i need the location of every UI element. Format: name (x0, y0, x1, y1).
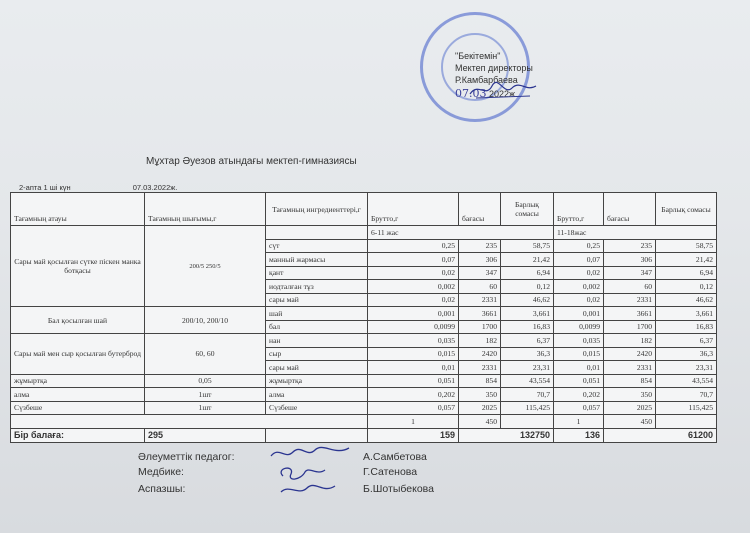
total-2: 23,31 (656, 361, 717, 375)
gross-2: 0,002 (554, 280, 604, 294)
price-1: 350 (459, 388, 501, 402)
price-2: 350 (604, 388, 656, 402)
total-2: 0,12 (656, 280, 717, 294)
total-1: 0,12 (501, 280, 554, 294)
gross-1: 0,25 (368, 239, 459, 253)
price-1: 1700 (459, 320, 501, 334)
handwritten-signatures (265, 446, 355, 502)
price-2: 2420 (604, 347, 656, 361)
ingredient: манный жармасы (266, 253, 368, 267)
header-dish: Тағамның атауы (11, 193, 145, 226)
total-2: 70,7 (656, 388, 717, 402)
price-2: 2025 (604, 401, 656, 415)
total-2: 16,83 (656, 320, 717, 334)
approval-date-handwritten: 07.03 (455, 87, 487, 100)
price-1: 2331 (459, 293, 501, 307)
approval-line-1: "Бекітемін" (455, 51, 501, 61)
table-row (11, 374, 717, 388)
extra-gross-2: 1 (554, 415, 604, 429)
day-line (19, 183, 177, 192)
table-row (11, 307, 717, 321)
age-row (11, 226, 717, 240)
header-price-2: бағасы (604, 193, 656, 226)
gross-2: 0,202 (554, 388, 604, 402)
total-2: 6,37 (656, 334, 717, 348)
table-row (11, 334, 717, 348)
total-1: 3,661 (501, 307, 554, 321)
extra-empty (11, 415, 368, 429)
gross-2: 0,001 (554, 307, 604, 321)
dish3-name: Сары май мен сыр қосылған бутерброд (11, 334, 145, 375)
price-2: 60 (604, 280, 656, 294)
total-2: 21,42 (656, 253, 717, 267)
gross-1: 0,202 (368, 388, 459, 402)
day-label: 2-апта 1 ші күн (19, 183, 71, 192)
gross-2: 0,02 (554, 293, 604, 307)
price-2: 1700 (604, 320, 656, 334)
total-label: Бір балаға: (11, 428, 145, 442)
price-1: 2420 (459, 347, 501, 361)
ingredient: Сүзбеше (266, 401, 368, 415)
gross-2: 0,057 (554, 401, 604, 415)
signature-role: Медбике: (138, 466, 184, 478)
price-1: 2025 (459, 401, 501, 415)
total-1: 36,3 (501, 347, 554, 361)
total-2: 43,554 (656, 374, 717, 388)
ingredient: бал (266, 320, 368, 334)
dish1-name: Сары май қосылған сүтке піскен манка ботқасы (11, 226, 145, 307)
gross-2: 0,01 (554, 361, 604, 375)
price-2: 347 (604, 266, 656, 280)
price-1: 2331 (459, 361, 501, 375)
gross-2: 0,015 (554, 347, 604, 361)
total-sum-2: 61200 (604, 428, 717, 442)
price-1: 3661 (459, 307, 501, 321)
gross-1: 0,02 (368, 293, 459, 307)
ingredient: қант (266, 266, 368, 280)
total-1: 46,62 (501, 293, 554, 307)
price-1: 60 (459, 280, 501, 294)
gross-1: 0,001 (368, 307, 459, 321)
total-yield: 295 (145, 428, 266, 442)
price-2: 2331 (604, 361, 656, 375)
gross-1: 0,002 (368, 280, 459, 294)
age-group-1: 6-11 жас (368, 226, 554, 240)
approval-line-3: Р.Камбарбаева (455, 75, 518, 85)
school-title: Мұхтар Әуезов атындағы мектеп-гимназиясы (146, 156, 357, 167)
dish1-yield: 200/5 250/5 (145, 226, 266, 307)
price-2: 182 (604, 334, 656, 348)
gross-2: 0,035 (554, 334, 604, 348)
price-2: 235 (604, 239, 656, 253)
price-2: 3661 (604, 307, 656, 321)
dish2-name: Бал қосылған шай (11, 307, 145, 334)
age-group-2: 11-18жас (554, 226, 717, 240)
dish-name: алма (11, 388, 145, 402)
ingredient: сары май (266, 361, 368, 375)
table-row (11, 388, 717, 402)
extra-price-1: 450 (459, 415, 501, 429)
total-gross-2: 136 (554, 428, 604, 442)
signature-name: Б.Шотыбекова (363, 483, 434, 495)
dish-yield: 1шт (145, 401, 266, 415)
dish-name: Сүзбеше (11, 401, 145, 415)
total-gross-1: 159 (368, 428, 459, 442)
gross-1: 0,0099 (368, 320, 459, 334)
price-1: 235 (459, 239, 501, 253)
dish2-yield: 200/10, 200/10 (145, 307, 266, 334)
header-row (11, 193, 717, 226)
price-2: 854 (604, 374, 656, 388)
ingredient: шай (266, 307, 368, 321)
total-2: 36,3 (656, 347, 717, 361)
dish-yield: 1шт (145, 388, 266, 402)
header-total-1: Барлық сомасы (501, 193, 554, 226)
table-row (11, 415, 717, 429)
total-1: 115,425 (501, 401, 554, 415)
signature-role: Аспазшы: (138, 483, 186, 495)
gross-1: 0,015 (368, 347, 459, 361)
total-1: 23,31 (501, 361, 554, 375)
header-total-2: Барлық сомасы (656, 193, 717, 226)
table-row (11, 401, 717, 415)
gross-2: 0,0099 (554, 320, 604, 334)
menu-table (10, 192, 717, 443)
gross-1: 0,035 (368, 334, 459, 348)
total-2: 58,75 (656, 239, 717, 253)
dish-yield: 0,05 (145, 374, 266, 388)
ingredient: сары май (266, 293, 368, 307)
gross-1: 0,07 (368, 253, 459, 267)
ingredient: жұмыртқа (266, 374, 368, 388)
director-signature (468, 78, 538, 102)
signature-name: Г.Сатенова (363, 466, 418, 478)
price-1: 347 (459, 266, 501, 280)
header-price-1: бағасы (459, 193, 501, 226)
total-1: 43,554 (501, 374, 554, 388)
total-2: 115,425 (656, 401, 717, 415)
extra-price-2: 450 (604, 415, 656, 429)
price-1: 854 (459, 374, 501, 388)
total-2: 46,62 (656, 293, 717, 307)
total-1: 6,94 (501, 266, 554, 280)
dish-name: жұмыртқа (11, 374, 145, 388)
ingredient: нан (266, 334, 368, 348)
gross-1: 0,01 (368, 361, 459, 375)
gross-2: 0,25 (554, 239, 604, 253)
approval-line-2: Мектеп директоры (455, 63, 533, 73)
total-empty (266, 428, 368, 442)
total-sum-1: 132750 (459, 428, 554, 442)
price-1: 306 (459, 253, 501, 267)
total-2: 3,661 (656, 307, 717, 321)
ingredient: иодталған тұз (266, 280, 368, 294)
extra-total-1 (501, 415, 554, 429)
age-empty (266, 226, 368, 240)
price-1: 182 (459, 334, 501, 348)
total-1: 16,83 (501, 320, 554, 334)
gross-2: 0,051 (554, 374, 604, 388)
total-2: 6,94 (656, 266, 717, 280)
ingredient: алма (266, 388, 368, 402)
total-row (11, 428, 717, 442)
ingredient: сүт (266, 239, 368, 253)
ingredient: сыр (266, 347, 368, 361)
total-1: 58,75 (501, 239, 554, 253)
price-2: 306 (604, 253, 656, 267)
price-2: 2331 (604, 293, 656, 307)
header-gross-2: Брутто,г (554, 193, 604, 226)
header-yield: Тағамның шығымы,г (145, 193, 266, 226)
header-ingredients: Тағамның ингредиенттері,г (266, 193, 368, 226)
signature-role: Әлеуметтік педагог: (138, 451, 235, 463)
gross-1: 0,051 (368, 374, 459, 388)
day-date: 07.03.2022ж. (132, 183, 178, 192)
signature-name: А.Самбетова (363, 451, 427, 463)
gross-1: 0,02 (368, 266, 459, 280)
header-gross-1: Брутто,г (368, 193, 459, 226)
extra-total-2 (656, 415, 717, 429)
extra-gross-1: 1 (368, 415, 459, 429)
gross-2: 0,07 (554, 253, 604, 267)
gross-1: 0,057 (368, 401, 459, 415)
signatures (0, 446, 750, 526)
dish3-yield: 60, 60 (145, 334, 266, 375)
approval-year: 2022ж. (489, 89, 518, 99)
total-1: 6,37 (501, 334, 554, 348)
total-1: 70,7 (501, 388, 554, 402)
gross-2: 0,02 (554, 266, 604, 280)
total-1: 21,42 (501, 253, 554, 267)
